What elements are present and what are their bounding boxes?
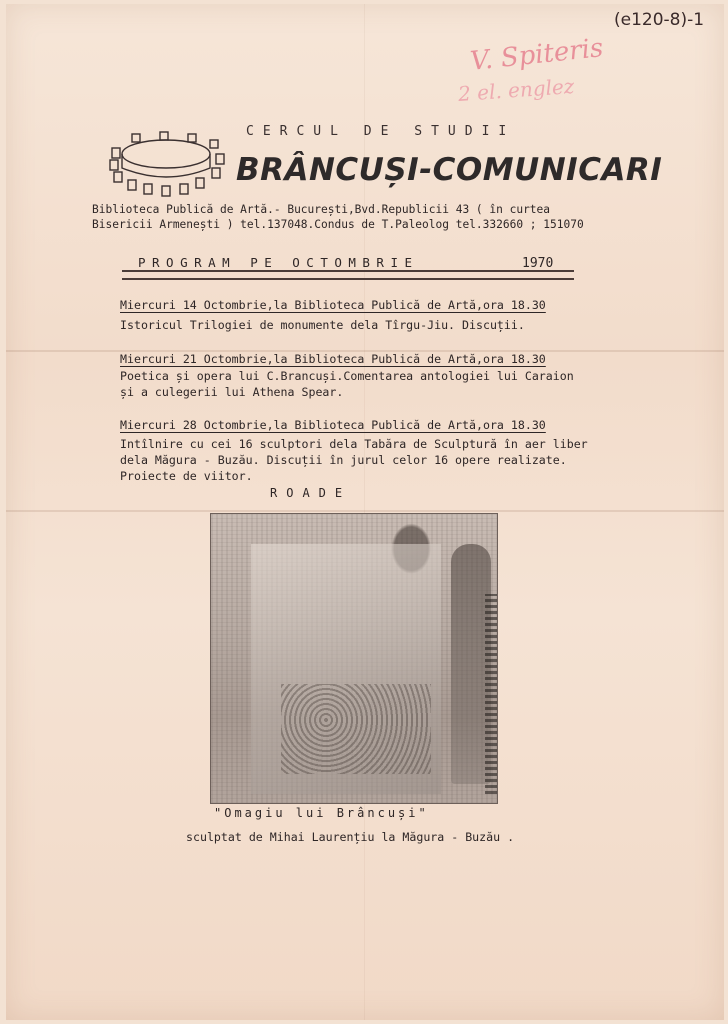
- event-heading: Miercuri 14 Octombrie,la Biblioteca Publică de Artă,ora 18.30: [120, 298, 546, 312]
- sculpture-photo: [210, 513, 498, 804]
- circle-title: CERCUL DE STUDII: [246, 124, 516, 139]
- event-heading: Miercuri 21 Octombrie,la Biblioteca Publică de Artă,ora 18.30: [120, 352, 546, 366]
- photo-edge: [485, 594, 497, 794]
- event-description: dela Măgura - Buzău. Discuții în jurul celor 16 opere realizate.: [120, 453, 567, 467]
- event-description: și a culegerii lui Athena Spear.: [120, 385, 344, 399]
- brand-title: BRÂNCUȘI-COMUNICARI: [236, 152, 663, 188]
- section-title: ROADE: [270, 486, 352, 500]
- program-title: PROGRAM PE OCTOMBRIE: [138, 255, 419, 270]
- table-of-silence-logo: [104, 130, 232, 200]
- event-description: Proiecte de viitor.: [120, 469, 253, 483]
- fold-line: [6, 510, 724, 512]
- address-line: Bisericii Armenești ) tel.137048.Condus de T.Paleolog tel.332660 ; 151070: [92, 218, 584, 231]
- program-year: 1970: [522, 256, 554, 271]
- event-description: Poetica și opera lui C.Brancuși.Comentarea antologiei lui Caraion: [120, 369, 574, 383]
- handwritten-note: V. Spiteris: [468, 33, 605, 77]
- archive-reference: (e120-8)-1: [614, 10, 705, 30]
- handwritten-note: 2 el. englez: [457, 73, 576, 107]
- event-heading: Miercuri 28 Octombrie,la Biblioteca Publică de Artă,ora 18.30: [120, 418, 546, 432]
- photo-caption-title: "Omagiu lui Brâncuși": [214, 806, 429, 820]
- event-description: Intîlnire cu cei 16 sculptori dela Tabăra de Sculptură în aer liber: [120, 437, 588, 451]
- event-description: Istoricul Trilogiei de monumente dela Tîrgu-Jiu. Discuții.: [120, 318, 525, 332]
- address-line: Biblioteca Publică de Artă.- București,Bvd.Republicii 43 ( în curtea: [92, 203, 551, 216]
- stone-texture: [281, 684, 431, 774]
- photo-caption-credit: sculptat de Mihai Laurențiu la Măgura - Buzău .: [186, 830, 515, 844]
- double-rule: [122, 270, 574, 280]
